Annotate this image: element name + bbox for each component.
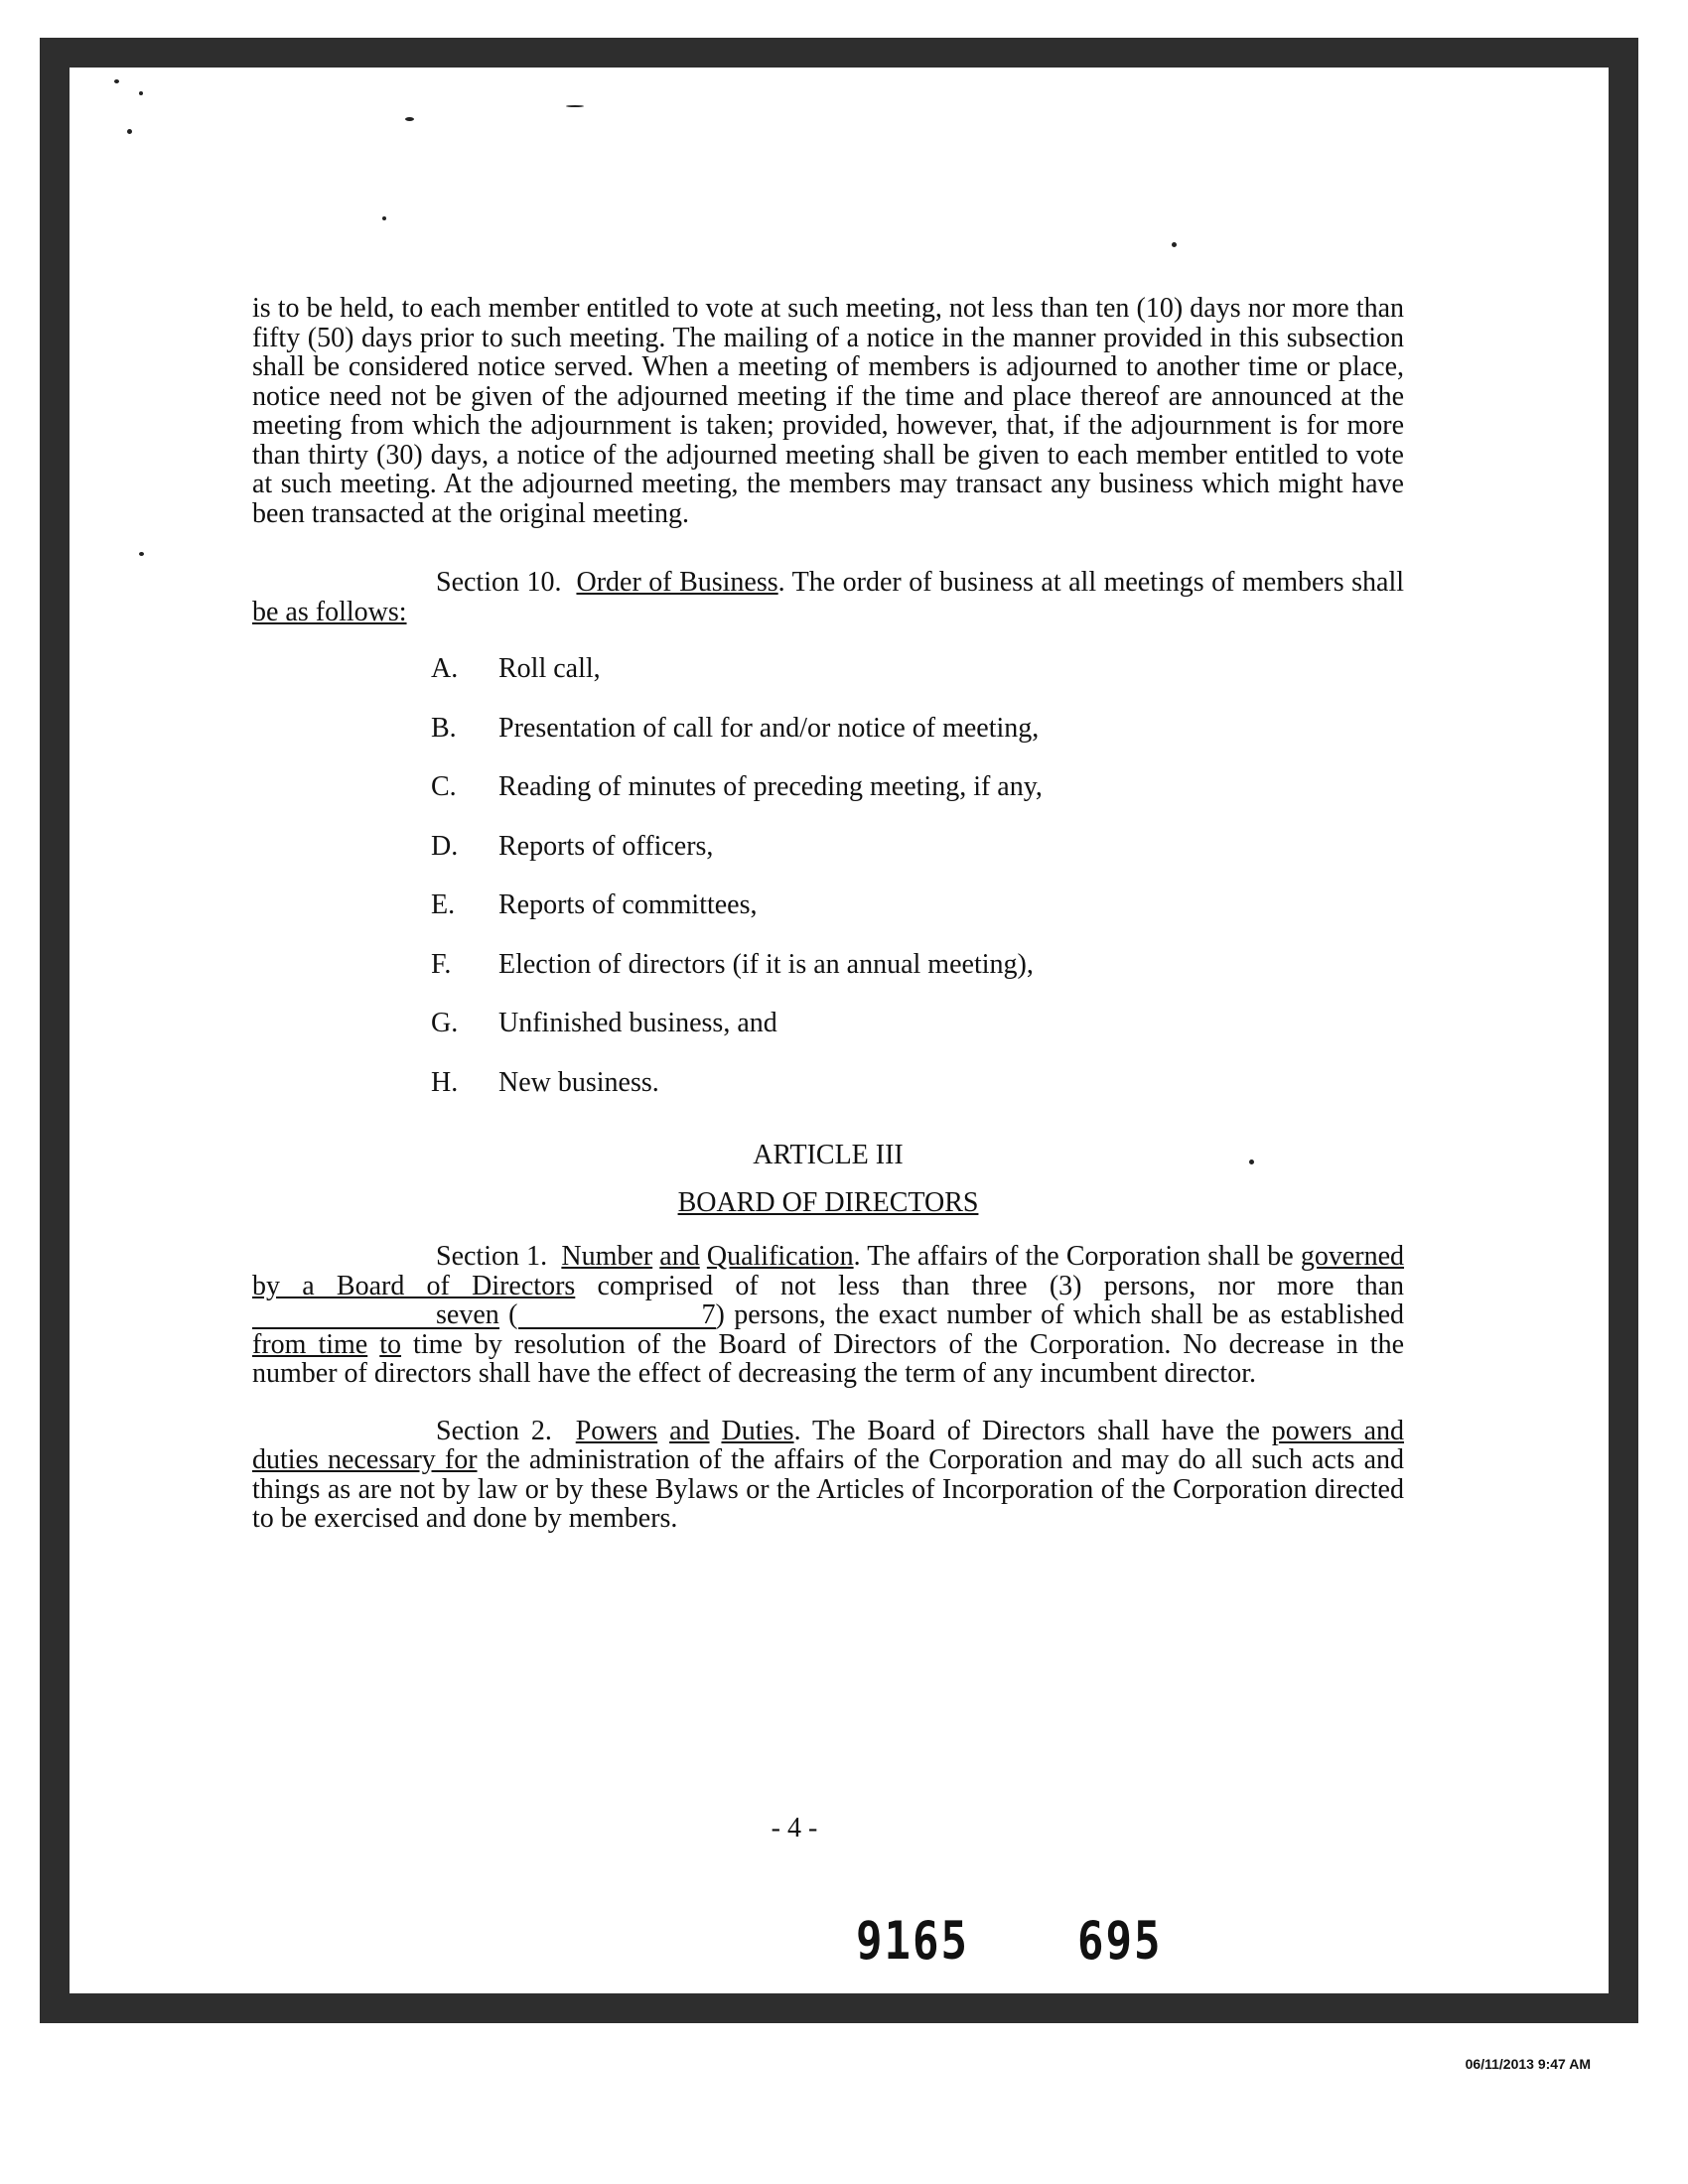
section-10-title: Order of Business — [576, 567, 778, 598]
section-1-text-underlined: from time — [252, 1328, 368, 1360]
scan-speck — [114, 79, 119, 83]
directors-max-word-blank: seven — [252, 1303, 499, 1329]
section-2-label: Section 2. — [436, 1415, 552, 1446]
scan-speck — [566, 105, 584, 107]
list-item-letter: D. — [431, 830, 459, 862]
section-2-text-underlined: powers and duties necessary for — [252, 1415, 1405, 1475]
list-item-letter: A. — [431, 653, 459, 684]
section-2-title-and: and — [669, 1415, 710, 1446]
section-2-title-part1: Powers — [575, 1415, 658, 1446]
section-1-title-part1: Number — [561, 1241, 653, 1272]
page-number: - 4 - — [771, 1813, 818, 1843]
list-item-text: Reports of officers, — [498, 830, 714, 862]
section-1-text: comprised of not less than three (3) persons, nor more than — [575, 1270, 1405, 1301]
list-item — [431, 832, 1404, 891]
list-item-letter: C. — [431, 771, 457, 802]
list-item-letter: G. — [431, 1008, 459, 1038]
list-item-letter: E. — [431, 889, 456, 920]
section-10-text: . The order of business at all meetings of members shall — [777, 567, 1404, 598]
continuation-paragraph: is to be held, to each member entitled to vote at such meeting, not less than ten (10) days nor more than fifty (50) days prior to such meeting. The mailing of a notice in the manner provided in this subsection shall be considered notice served. When a meeting of members is adjourned to another time or place, notice need not be given of the adjourned meeting if the time and place thereof are announced at the meeting from which the adjournment is taken; provided, however, that, if the adjournment is for more than thirty (30) days, a notice of the adjourned meeting shall be given to each member entitled to vote at such meeting. At the adjourned meeting, the members may transact any business which might have been transacted at the original meeting. — [252, 293, 1404, 529]
scan-speck — [127, 129, 132, 134]
section-1-text — [367, 1329, 379, 1360]
list-item-text: Unfinished business, and — [498, 1008, 777, 1038]
section-1-label: Section 1. — [436, 1241, 548, 1272]
list-item — [431, 950, 1404, 1010]
section-10-paragraph — [252, 568, 1404, 626]
recording-stamp-book: 9165 — [856, 1910, 969, 1973]
section-1-text: persons, the exact number of which shall be as established — [724, 1299, 1404, 1330]
section-1-title-part2: Qualification — [706, 1241, 854, 1272]
list-item-text: Presentation of call for and/or notice of meeting, — [498, 712, 1040, 744]
list-item-text: New business. — [498, 1066, 659, 1098]
section-1-text-underlined: governed by a Board of Directors — [252, 1241, 1405, 1301]
document-body — [252, 294, 1404, 1534]
list-item-letter: H. — [431, 1066, 459, 1098]
scan-speck — [382, 216, 386, 220]
section-2-text: the administration of the affairs of the Corporation and may do all such acts and things as are not by law or by these Bylaws or the Articles of Incorporation of the Corporation directed to be exercised and done by members. — [252, 1444, 1405, 1534]
order-of-business-list — [431, 654, 1404, 1127]
scan-speck — [405, 117, 414, 121]
section-1-text-underlined: to — [379, 1328, 402, 1360]
section-1-text: ( — [498, 1299, 518, 1330]
section-2-text: . The Board of Directors shall have the — [793, 1415, 1272, 1446]
list-item — [431, 1009, 1404, 1068]
section-1-text: time by resolution of the Board of Directors of the Corporation. No decrease in the number of directors shall have the effect of decreasing the term of any incumbent director. — [252, 1328, 1404, 1389]
scan-speck — [139, 552, 144, 556]
list-item-letter: F. — [431, 948, 452, 980]
list-item-text: Reading of minutes of preceding meeting, if any, — [498, 771, 1043, 802]
list-item-text: Reports of committees, — [498, 889, 758, 920]
directors-max-number-blank: 7 — [518, 1303, 716, 1329]
recording-stamp-page: 695 — [1077, 1910, 1163, 1973]
section-2-title-part2: Duties — [721, 1415, 794, 1446]
section-10-label: Section 10. — [436, 567, 562, 598]
list-item — [431, 714, 1404, 773]
section-2-paragraph — [252, 1417, 1404, 1534]
section-10-text-underlined: be as follows: — [252, 596, 407, 627]
section-1-text: ) — [715, 1299, 725, 1330]
list-item — [431, 654, 1404, 714]
list-item-text: Election of directors (if it is an annual meeting), — [498, 948, 1034, 980]
section-1-paragraph — [252, 1242, 1404, 1389]
scan-speck — [1172, 242, 1177, 247]
list-item — [431, 772, 1404, 832]
section-1-title-and: and — [659, 1241, 700, 1272]
list-item — [431, 890, 1404, 950]
section-1-text: . The affairs of the Corporation shall be — [853, 1241, 1301, 1272]
article-title: BOARD OF DIRECTORS — [677, 1187, 979, 1218]
list-item-letter: B. — [431, 712, 457, 744]
list-item — [431, 1068, 1404, 1128]
scan-timestamp: 06/11/2013 9:47 AM — [1465, 2056, 1591, 2072]
scan-speck — [139, 91, 143, 95]
list-item-text: Roll call, — [498, 653, 601, 684]
article-number: ARTICLE III — [753, 1140, 904, 1170]
